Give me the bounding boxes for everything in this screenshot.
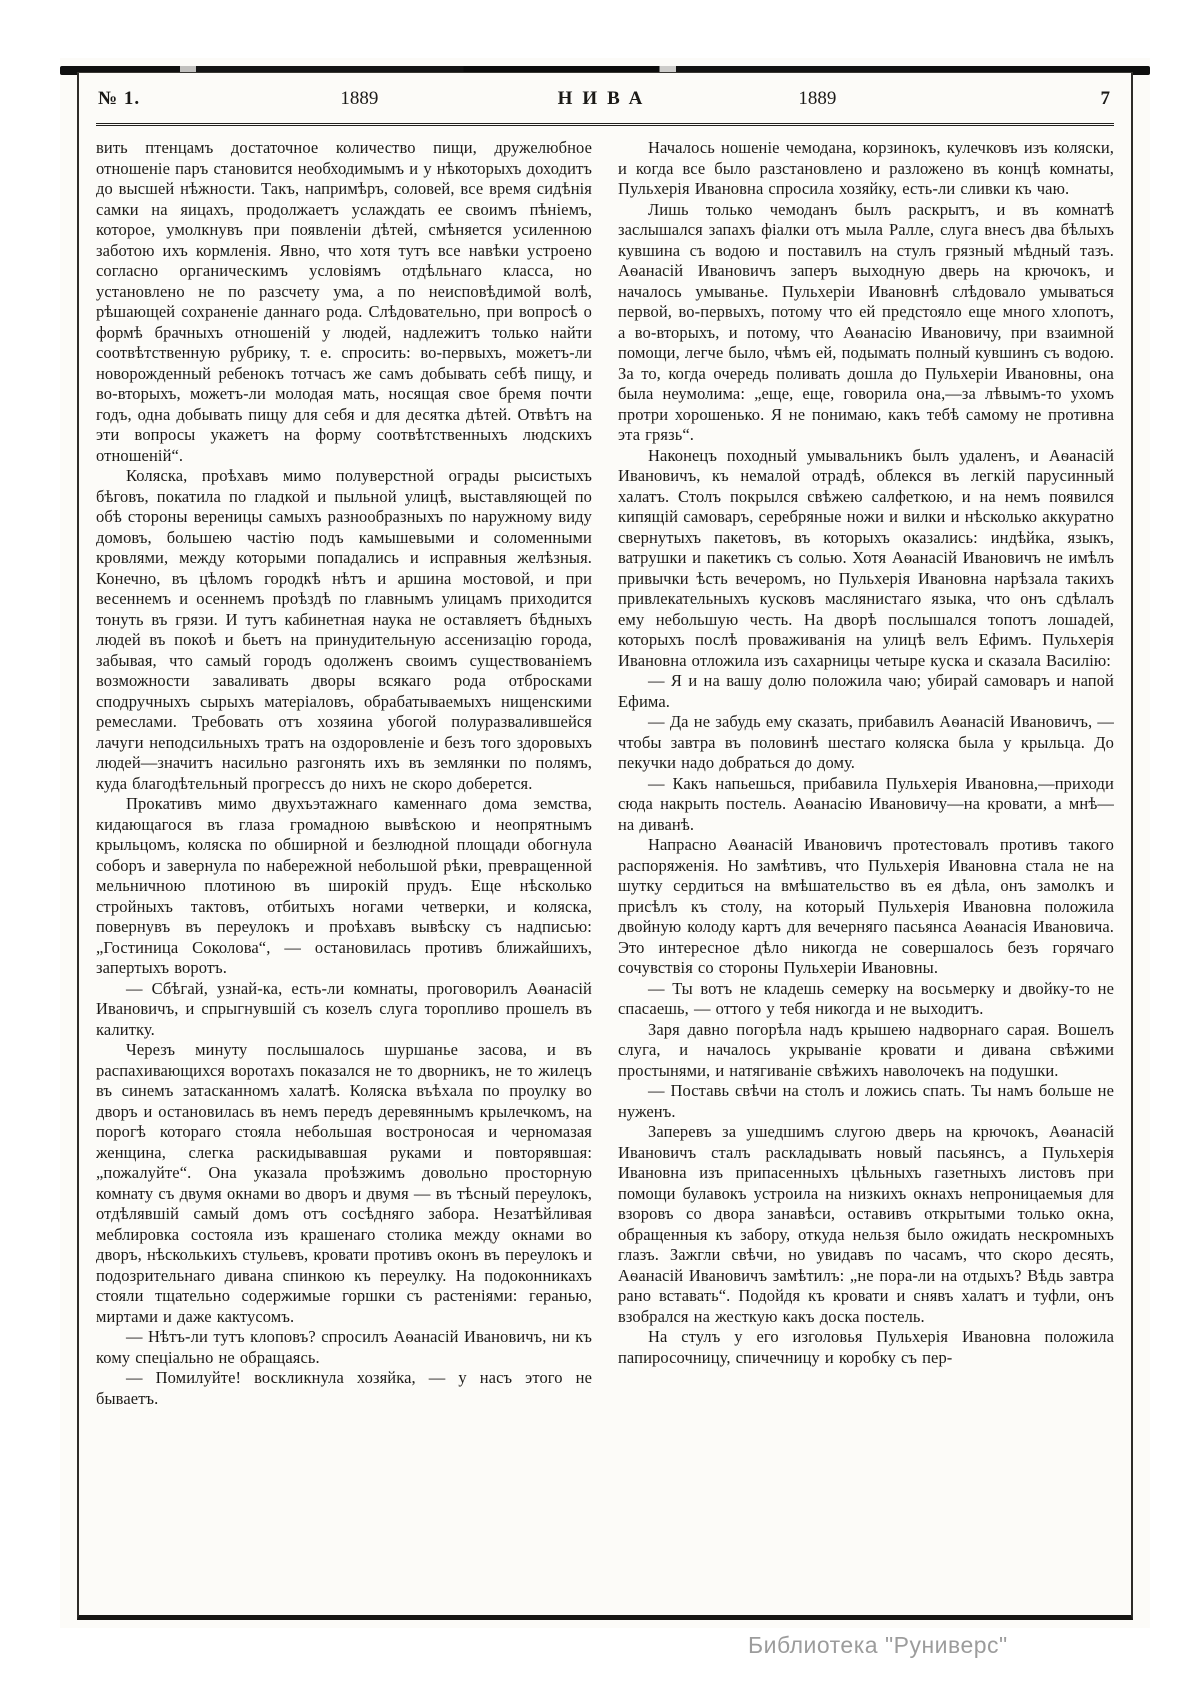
paragraph: Черезъ минуту послышалось шуршанье засова, и въ распахивающихся воротахъ показался не то дворникъ, не то жилецъ въ синемъ затасканномъ халатѣ. Коляска въѣхала по проулку во дворъ и остановилась въ немъ передъ деревяннымъ крылечкомъ, на порогѣ котораго стояла небольшая востроносая и черномазая женщина, слегка раскидывавшая руками и повторявшая: „пожалуйте“. Она указала проѣзжимъ довольно просторную комнату съ двумя окнами во дворъ и двумя — въ тѣсный переулокъ, отдѣлявшій самый домъ отъ сосѣдняго забора. Незатѣйливая меблировка состояла изъ крашенаго столика между окнами во дворъ, нѣсколькихъ стульевъ, кровати противъ оконъ въ переулокъ и подозрительнаго дивана спинкою къ переулку. На подоконникахъ стояли тщательно содержимые горшки съ растеніями: геранью, миртами и даже кактусомъ. bbox=[96, 1040, 592, 1326]
right-column bbox=[618, 138, 1114, 1600]
scanned-page bbox=[60, 58, 1150, 1628]
paragraph: Напрасно Аѳанасій Ивановичъ протестовалъ противъ такого распоряженія. Но замѣтивъ, что Пульхерія Ивановна стала не на шутку сердиться на вмѣшательство въ ея дѣла, онъ замолкъ и присѣлъ къ столу, на который Пульхерія Ивановна положила двойную колоду картъ для вечерняго пасьянса Аѳанасія Ивановича. Это интересное дѣло никогда не совершалось безъ горячаго сочувствія со стороны Пульхеріи Ивановны. bbox=[618, 835, 1114, 977]
paragraph-dialogue: — Нѣтъ-ли тутъ клоповъ? спросилъ Аѳанасій Ивановичъ, ни къ кому спеціально не обращаясь. bbox=[96, 1327, 592, 1367]
magazine-title: НИВА bbox=[557, 88, 653, 109]
paragraph-dialogue: — Поставь свѣчи на столъ и ложись спать. Ты намъ больше не нуженъ. bbox=[618, 1081, 1114, 1121]
year-left: 1889 bbox=[340, 88, 379, 109]
left-column bbox=[96, 138, 592, 1600]
article-body bbox=[96, 138, 1114, 1600]
page-header bbox=[96, 79, 1114, 126]
paragraph-dialogue: — Ты вотъ не кладешь семерку на восьмерку и двойку-то не спасаешь, — оттого у тебя никогда и не выходитъ. bbox=[618, 978, 1114, 1018]
year-right: 1889 bbox=[798, 88, 837, 109]
paragraph: На стулъ у его изголовья Пульхерія Ивановна положила папиросочницу, спичечницу и коробку съ пер- bbox=[618, 1327, 1114, 1367]
page-number: 7 bbox=[1100, 88, 1110, 109]
paragraph: Коляска, проѣхавъ мимо полуверстной ограды рысистыхъ бѣговъ, покатила по гладкой и пыльной улицѣ, выставляющей по обѣ стороны вереницы самыхъ разнообразныхъ по наружному виду домовъ, большею частію подъ камышевыми и соломенными кровлями, между которыми попадались и исправныя желѣзныя. Конечно, въ цѣломъ городкѣ нѣтъ и аршина мостовой, и при весеннемъ и осеннемъ проѣздѣ по главнымъ улицамъ приходится тонуть въ грязи. И тутъ кабинетная наука не оставляетъ бѣдныхъ людей въ покоѣ и бьетъ на принудительную ассенизацію города, забывая, что самый городъ одолженъ своимъ существованіемъ возможности заваливать дворы всякаго рода отбросками сподручныхъ сырыхъ матеріаловъ, обрабатываемыхъ нищенскими ремеслами. Требовать отъ хозяина убогой полуразвалившейся лачуги неподсильныхъ тратъ на оздоровленіе и безъ того здоровыхъ людей—значитъ насильно разгонять ихъ въ землянки по полямъ, куда благодѣтельный прогрессъ до нихъ не скоро доберется. bbox=[96, 466, 592, 793]
page-frame bbox=[77, 72, 1133, 1620]
paragraph-dialogue: — Какъ напьешься, прибавила Пульхерія Ивановна,—приходи сюда накрыть постель. Аѳанасію Ивановичу—на кровати, а мнѣ—на диванѣ. bbox=[618, 773, 1114, 834]
paragraph: Заря давно погорѣла надъ крышею надворнаго сарая. Вошелъ слуга, и началось укрываніе кровати и дивана свѣжими простынями, и натягиваніе свѣжихъ наволочекъ на подушки. bbox=[618, 1019, 1114, 1080]
paragraph-dialogue: — Сбѣгай, узнай-ка, есть-ли комнаты, проговорилъ Аѳанасій Ивановичъ, и спрыгнувшій съ козелъ слуга торопливо прошелъ въ калитку. bbox=[96, 978, 592, 1039]
library-watermark: Библиотека "Руниверс" bbox=[748, 1632, 1008, 1658]
paragraph: Заперевъ за ушедшимъ слугою дверь на крючокъ, Аѳанасій Ивановичъ сталъ раскладывать новый пасьянсъ, а Пульхерія Ивановна изъ припасенныхъ цѣльныхъ газетныхъ листовъ при помощи булавокъ устроила на низкихъ окнахъ непроницаемыя для взоровъ со двора занавѣси, оставивъ открытыми только окна, обращенныя къ забору, откуда нельзя было ожидать нескромныхъ глазъ. Зажгли свѣчи, но увидавъ по часамъ, что скоро десять, Аѳанасій Ивановичъ замѣтилъ: „не пора-ли на отдыхъ? Вѣдь завтра рано вставать“. Подойдя къ кровати и снявъ халатъ и туфли, онъ взобрался на жесткую какъ доска постель. bbox=[618, 1122, 1114, 1326]
paragraph: Прокативъ мимо двухъэтажнаго каменнаго дома земства, кидающагося въ глаза громадною вывѣскою и неопрятнымъ крыльцомъ, коляска по обширной и безлюдной площади обогнула соборъ и завернула по набережной небольшой рѣки, превращенной мельничною плотиною въ широкій прудъ. Еще нѣсколько стройныхъ тактовъ, отбитыхъ ногами четверки, и коляска, повернувъ въ переулокъ и проѣхавъ вывѣску съ надписью: „Гостиница Соколова“, — остановилась противъ ближайшихъ, запертыхъ воротъ. bbox=[96, 794, 592, 977]
paragraph: вить птенцамъ достаточное количество пищи, дружелюбное отношеніе паръ становится необходимымъ и у нѣкоторыхъ доходитъ до высшей нѣжности. Такъ, напримѣръ, соловей, все время сидѣнія самки на яицахъ, продолжаетъ услаждать ее своимъ пѣніемъ, которое, умолкнувъ при появленіи дѣтей, смѣняется усиленною заботою ихъ кормленія. Явно, что хотя тутъ все навѣки устроено согласно органическимъ условіямъ отдѣльнаго класса, но установлено не по разсчету ума, а по неисповѣдимой волѣ, рѣшающей сохраненіе даннаго рода. Слѣдовательно, при вопросѣ о формѣ брачныхъ отношеній у людей, надлежитъ только найти соотвѣтственную рубрику, т. е. спросить: во-первыхъ, можетъ-ли новорожденный ребенокъ тотчасъ же самъ добывать себѣ пищу, и во-вторыхъ, можетъ-ли молодая мать, носящая свое бремя почти годъ, одна добывать пищу для себя и для десятка дѣтей. Отвѣтъ на эти вопросы укажетъ на форму соотвѣтственныхъ людскихъ отношеній“. bbox=[96, 138, 592, 465]
paragraph-dialogue: — Помилуйте! воскликнула хозяйка, — у насъ этого не бываетъ. bbox=[96, 1368, 592, 1408]
issue-number: № 1. bbox=[98, 88, 141, 109]
paragraph: Наконецъ походный умывальникъ былъ удаленъ, и Аѳанасій Ивановичъ, къ немалой отрадѣ, облекся въ легкій парусинный халатъ. Столъ покрылся свѣжею салфеткою, и на немъ появился кипящій самоваръ, серебряные ножи и вилки и нѣсколько аккуратно свернутыхъ пакетовъ, въ которыхъ оказались: индѣйка, языкъ, ватрушки и пакетикъ съ солью. Хотя Аѳанасій Ивановичъ не имѣлъ привычки ѣсть вечеромъ, но Пульхерія Ивановна нарѣзала такихъ привлекательныхъ кусковъ маслянистаго языка, что онъ сдѣлалъ ему небольшую честь. На дворѣ послышался топотъ лошадей, которыхъ послѣ проваживанія на улицѣ велъ Ефимъ. Пульхерія Ивановна отложила изъ сахарницы четыре куска и сказала Василію: bbox=[618, 445, 1114, 670]
paragraph-dialogue: — Да не забудь ему сказать, прибавилъ Аѳанасій Ивановичъ, — чтобы завтра въ половинѣ шестаго коляска была у крыльца. До пекучки надо добраться до дому. bbox=[618, 712, 1114, 772]
paragraph-dialogue: — Я и на вашу долю положила чаю; убирай самоваръ и напой Ефима. bbox=[618, 671, 1114, 711]
paragraph: Лишь только чемоданъ былъ раскрытъ, и въ комнатѣ заслышался запахъ фіалки отъ мыла Ралле, слуга внесъ два бѣлыхъ кувшина съ водою и поставилъ на стулъ грязный мѣдный тазъ. Аѳанасій Ивановичъ заперъ выходную дверь на крючокъ, и началось умыванье. Пульхеріи Ивановнѣ слѣдовало умываться первой, во-первыхъ, потому что ей предстояло еще много хлопотъ, а во-вторыхъ, и потому, что Аѳанасію Ивановичу, при взаимной помощи, легче было, чѣмъ ей, подымать полный кувшинъ съ водою. За то, когда очередь поливать дошла до Пульхеріи Ивановны, она была неумолима: „еще, еще, говорила она,—за лѣвымъ-то ухомъ протри хорошенько. Я не понимаю, какъ тебѣ самому не противна эта грязь“. bbox=[618, 199, 1114, 444]
paragraph: Началось ношеніе чемодана, корзинокъ, кулечковъ изъ коляски, и когда все было разстановлено и разложено въ концѣ комнаты, Пульхерія Ивановна спросила хозяйку, есть-ли сливки къ чаю. bbox=[618, 138, 1114, 198]
